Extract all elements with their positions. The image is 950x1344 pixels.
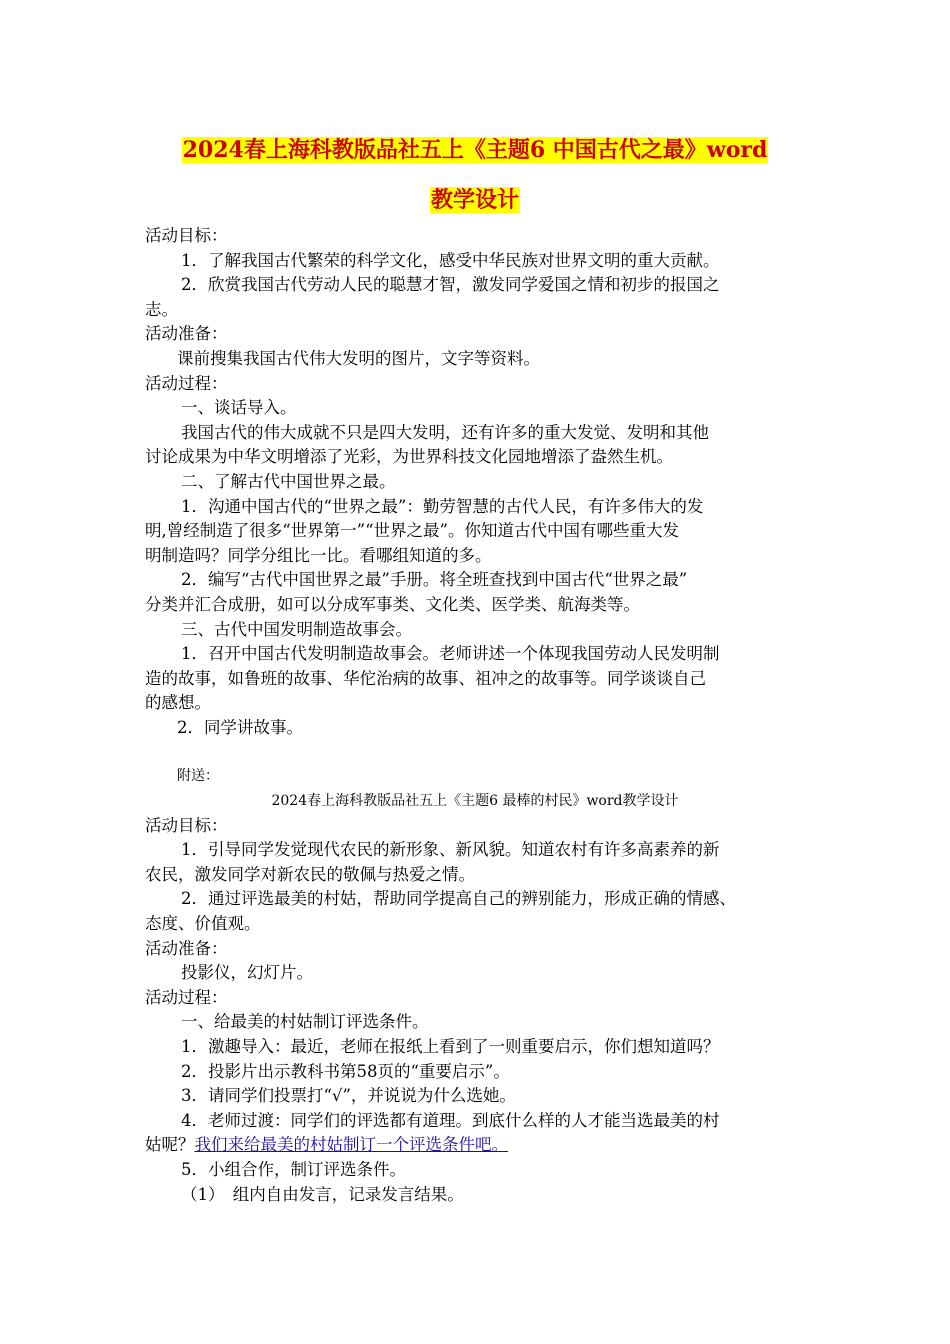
document-title-line-1: 2024春上海科教版品社五上《主题6 中国古代之最》word — [182, 137, 768, 163]
paragraph-line: 志。 — [145, 299, 178, 319]
paragraph-line: 三、古代中国发明制造故事会。 — [181, 619, 412, 639]
paragraph-line: 3．请同学们投票打“√”，并说说为什么选她。 — [181, 1086, 516, 1106]
paragraph-line: 活动准备： — [145, 938, 228, 958]
paragraph-line: 1．激趣导入：最近，老师在报纸上看到了一则重要启示，你们想知道吗？ — [181, 1037, 720, 1056]
paragraph-line: 态度、价值观。 — [145, 914, 261, 934]
paragraph-line: 4．老师过渡：同学们的评选都有道理。到底什么样的人才能当选最美的村 — [181, 1110, 720, 1130]
paragraph-line: 明制造吗？同学分组比一比。看哪组知道的多。 — [145, 545, 492, 565]
document-title-line-2: 教学设计 — [430, 187, 519, 213]
paragraph-line: 活动目标： — [145, 815, 228, 835]
lesson-plan-attachment — [145, 814, 825, 1134]
paragraph-line: 2．同学讲故事。 — [177, 717, 303, 737]
inline-link[interactable]: 我们来给最美的村姑制订一个评选条件吧。 — [194, 1135, 508, 1155]
paragraph-line: 2．欣赏我国古代劳动人民的聪慧才智，激发同学爱国之情和初步的报国之 — [181, 275, 720, 295]
paragraph-line: 5．小组合作，制订评选条件。 — [181, 1159, 406, 1179]
paragraph-line: 1．沟通中国古代的“世界之最”：勤劳智慧的古代人民，有许多伟大的发 — [181, 496, 704, 516]
paragraph-line: 活动准备： — [145, 324, 228, 344]
paragraph-line: 造的故事，如鲁班的故事、华佗治病的故事、祖冲之的故事等。同学谈谈自己 — [145, 668, 706, 688]
line-prefix: 姑呢？ — [145, 1135, 195, 1155]
paragraph-line: 分类并汇合成册，如可以分成军事类、文化类、医学类、航海类等。 — [145, 594, 640, 614]
paragraph-line — [145, 1133, 825, 1158]
attachment-title: 2024春上海科教版品社五上《主题6 最棒的村民》word教学设计 — [271, 793, 679, 810]
document-body — [145, 224, 825, 1207]
paragraph-line: 活动目标： — [145, 226, 228, 245]
paragraph-line: 课前搜集我国古代伟大发明的图片，文字等资料。 — [177, 348, 540, 368]
paragraph-line: 1．了解我国古代繁荣的科学文化，感受中华民族对世界文明的重大贡献。 — [181, 250, 720, 270]
paragraph-line: 1．召开中国古代发明制造故事会。老师讲述一个体现我国劳动人民发明制 — [181, 644, 720, 664]
paragraph-line: 一、给最美的村姑制订评选条件。 — [181, 1012, 429, 1032]
attachment-label: 附送： — [177, 768, 219, 785]
paragraph-line: 讨论成果为中华文明增添了光彩，为世界科技文化园地增添了盎然生机。 — [145, 447, 673, 467]
paragraph-line: 活动过程： — [145, 373, 228, 393]
paragraph-line: 明,曾经制造了很多“世界第一”“世界之最”。你知道古代中国有哪些重大发 — [145, 521, 679, 541]
lesson-plan-main — [145, 224, 825, 740]
paragraph-line: 2．投影片出示教科书第58页的“重要启示”。 — [181, 1061, 510, 1081]
lesson-plan-attachment-continued — [145, 1158, 825, 1207]
paragraph-line: 2．编写“古代中国世界之最”手册。将全班查找到中国古代“世界之最” — [181, 570, 688, 590]
paragraph-line: 农民，激发同学对新农民的敬佩与热爱之情。 — [145, 864, 475, 884]
paragraph-line: 一、谈话导入。 — [181, 398, 297, 418]
paragraph-line: 我国古代的伟大成就不只是四大发明，还有许多的重大发觉、发明和其他 — [181, 422, 709, 442]
paragraph-line: 二、了解古代中国世界之最。 — [181, 471, 396, 491]
paragraph-line: 1．引导同学发觉现代农民的新形象、新风貌。知道农村有许多高素养的新 — [181, 840, 720, 860]
paragraph-line: 活动过程： — [145, 987, 228, 1007]
paragraph-line: （1） 组内自由发言，记录发言结果。 — [181, 1184, 464, 1204]
paragraph-line: 2．通过评选最美的村姑，帮助同学提高自己的辨别能力，形成正确的情感、 — [181, 889, 736, 909]
paragraph-line: 投影仪，幻灯片。 — [181, 963, 313, 983]
section-gap — [145, 740, 825, 764]
paragraph-line: 的感想。 — [145, 693, 211, 713]
